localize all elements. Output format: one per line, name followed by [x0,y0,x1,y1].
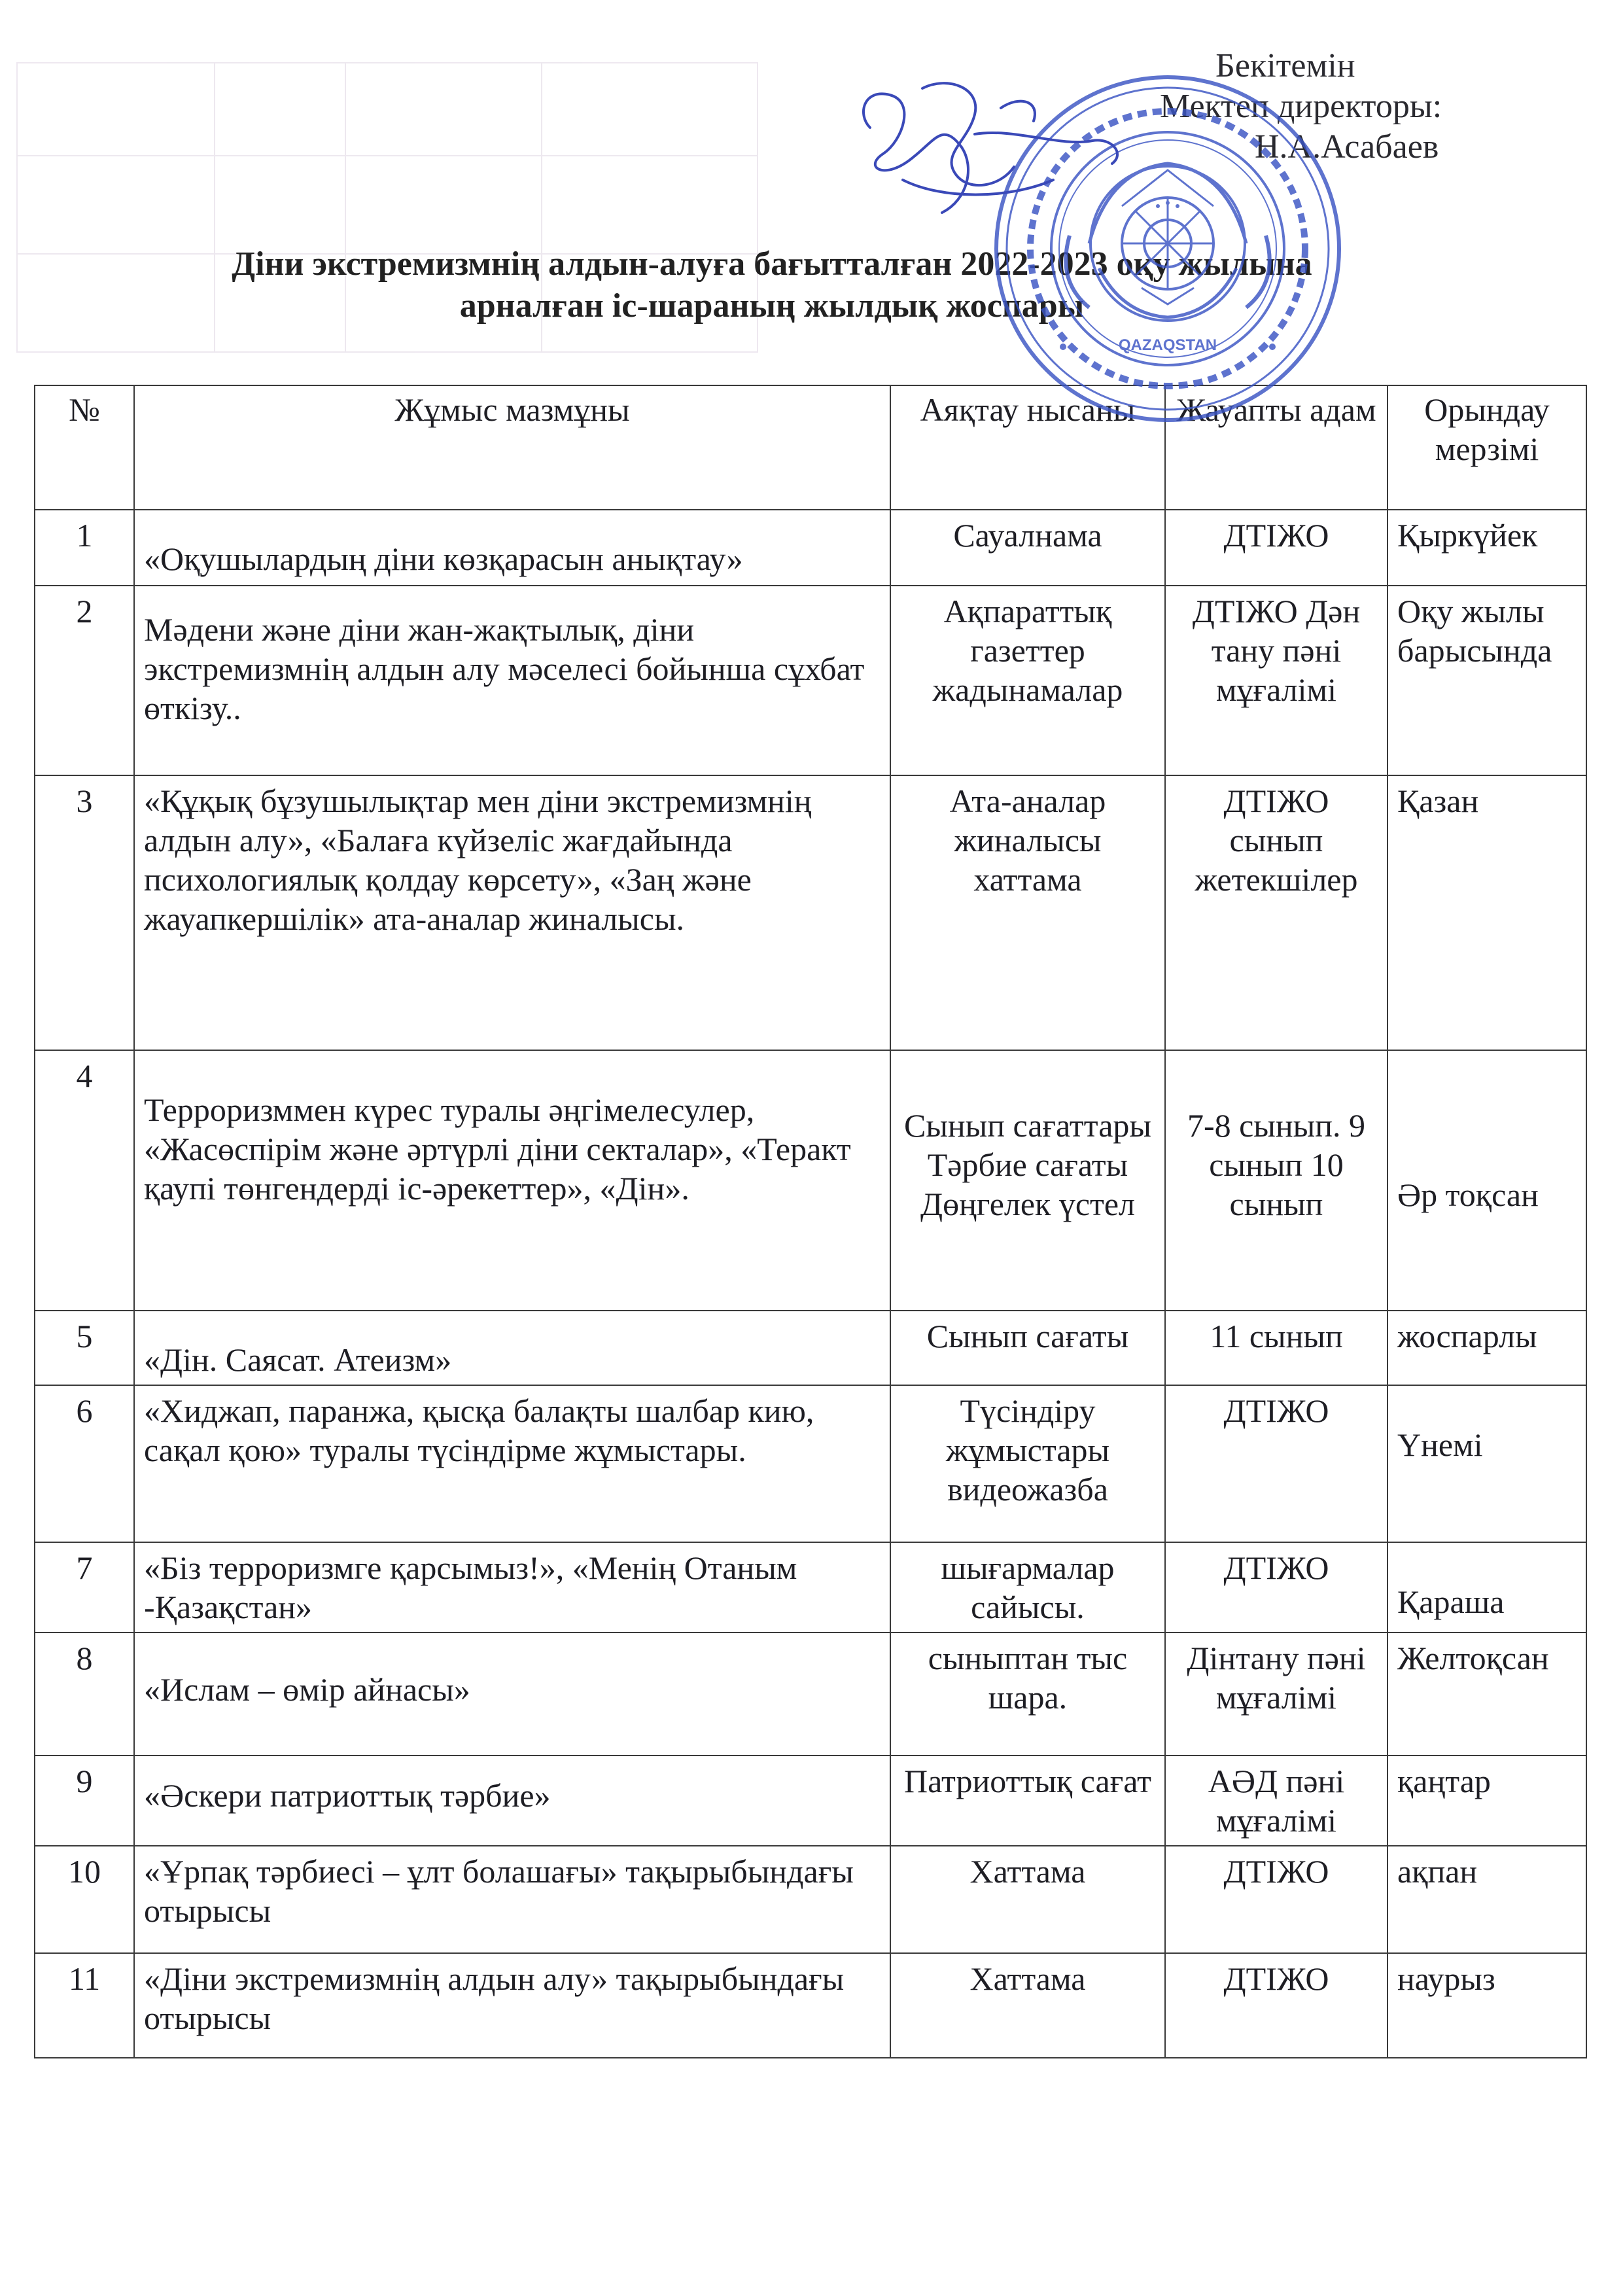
work-content-cell: «Құқық бұзушылықтар мен діни экстремизмнің алдын алу», «Балаға күйзеліс жағдайында психологиялық қолдау көрсету», «Заң және жауапкершілік» ата-аналар жиналысы. [134,775,890,1050]
work-content-cell: «Хиджап, паранжа, қысқа балақты шалбар кию, сақал қою» туралы түсіндірме жұмыстары. [134,1385,890,1542]
responsible-person-cell: 11 сынып [1165,1311,1387,1385]
work-content-cell: «Біз терроризмге қарсымыз!», «Менің Отаным -Қазақстан» [134,1542,890,1633]
work-content-cell: Терроризммен күрес туралы әңгімелесулер, «Жасөспірім және әртүрлі діни секталар», «Теракт қаупі төнгендерді іс-әрекеттер», «Дін». [134,1050,890,1311]
work-content-cell: «Оқушылардың діни көзқарасын анықтау» [134,510,890,586]
completion-form-cell: Хаттама [890,1953,1165,2058]
completion-form-cell: сыныптан тыс шара. [890,1633,1165,1756]
document-title-line-1: Діни экстремизмнің алдын-алуға бағытталған 2022-2023 оқу жылына [232,245,1312,283]
table-row [35,1311,1586,1385]
deadline-cell: Қыркүйек [1387,510,1586,586]
deadline-cell: Үнемі [1387,1385,1586,1542]
table-row [35,1542,1586,1633]
work-content-cell: «Әскери патриоттық тәрбие» [134,1756,890,1846]
work-content-cell: Мәдени және діни жан-жақтылық, діни экстремизмнің алдын алу мәселесі бойынша сұхбат өткізу.. [134,586,890,775]
deadline-cell: наурыз [1387,1953,1586,2058]
table-row [35,1953,1586,2058]
table-row [35,1050,1586,1311]
table-body [35,510,1586,2058]
row-number: 4 [35,1050,134,1311]
responsible-person-cell: ДТІЖО [1165,1542,1387,1633]
table-header-row [35,385,1586,510]
table-row [35,1846,1586,1953]
document-title-line-2: арналған іс-шараның жылдық жоспары [459,287,1085,325]
row-number: 2 [35,586,134,775]
work-content-cell: «Ұрпақ тәрбиесі – ұлт болашағы» тақырыбындағы отырысы [134,1846,890,1953]
responsible-person-cell: ДТІЖО [1165,510,1387,586]
responsible-person-cell: Дінтану пәні мұғалімі [1165,1633,1387,1756]
deadline-cell: ақпан [1387,1846,1586,1953]
table-row [35,1385,1586,1542]
work-content-cell: «Дін. Саясат. Атеизм» [134,1311,890,1385]
completion-form-cell: Түсіндіру жұмыстары видеожазба [890,1385,1165,1542]
completion-form-cell: Сынып сағаты [890,1311,1165,1385]
row-number: 6 [35,1385,134,1542]
director-signature [844,49,1132,226]
table-row [35,1633,1586,1756]
row-number: 5 [35,1311,134,1385]
completion-form-cell: Хаттама [890,1846,1165,1953]
approval-name: Н.А.Асабаев [1255,128,1439,166]
activity-plan-table [34,385,1587,2058]
responsible-person-cell: ДТІЖО [1165,1953,1387,2058]
deadline-cell: Оқу жылы барысында [1387,586,1586,775]
header-deadline: Орындау мерзімі [1387,385,1586,510]
work-content-cell: «Діни экстремизмнің алдын алу» тақырыбындағы отырысы [134,1953,890,2058]
deadline-cell: Қазан [1387,775,1586,1050]
row-number: 3 [35,775,134,1050]
row-number: 7 [35,1542,134,1633]
header-number: № [35,385,134,510]
table-row [35,775,1586,1050]
completion-form-cell: Ақпараттық газеттер жадынамалар [890,586,1165,775]
completion-form-cell: Патриоттық сағат [890,1756,1165,1846]
responsible-person-cell: АӘД пәні мұғалімі [1165,1756,1387,1846]
row-number: 11 [35,1953,134,2058]
responsible-person-cell: ДТІЖО сынып жетекшілер [1165,775,1387,1050]
svg-text:QAZAQSTAN: QAZAQSTAN [1118,336,1217,354]
responsible-person-cell: ДТІЖО Дән тану пәні мұғалімі [1165,586,1387,775]
header-completion-form: Аяқтау нысаны [890,385,1165,510]
responsible-person-cell: ДТІЖО [1165,1846,1387,1953]
deadline-cell: жоспарлы [1387,1311,1586,1385]
row-number: 10 [35,1846,134,1953]
work-content-cell: «Ислам – өмір айнасы» [134,1633,890,1756]
completion-form-cell: Ата-аналар жиналысы хаттама [890,775,1165,1050]
responsible-person-cell: 7-8 сынып. 9 сынып 10 сынып [1165,1050,1387,1311]
deadline-cell: Әр тоқсан [1387,1050,1586,1311]
header-work-content: Жұмыс мазмұны [134,385,890,510]
row-number: 1 [35,510,134,586]
deadline-cell: Желтоқсан [1387,1633,1586,1756]
approval-heading: Бекітемін [1215,47,1355,84]
completion-form-cell: Сауалнама [890,510,1165,586]
completion-form-cell: Сынып сағаттары Тәрбие сағаты Дөңгелек үстел [890,1050,1165,1311]
responsible-person-cell: ДТІЖО [1165,1385,1387,1542]
deadline-cell: Қараша [1387,1542,1586,1633]
header-responsible-person: Жауапты адам [1165,385,1387,510]
table-row [35,1756,1586,1846]
approval-position: Мектеп директоры: [1160,88,1442,125]
completion-form-cell: шығармалар сайысы. [890,1542,1165,1633]
deadline-cell: қаңтар [1387,1756,1586,1846]
table-row [35,586,1586,775]
table-row [35,510,1586,586]
row-number: 9 [35,1756,134,1846]
row-number: 8 [35,1633,134,1756]
